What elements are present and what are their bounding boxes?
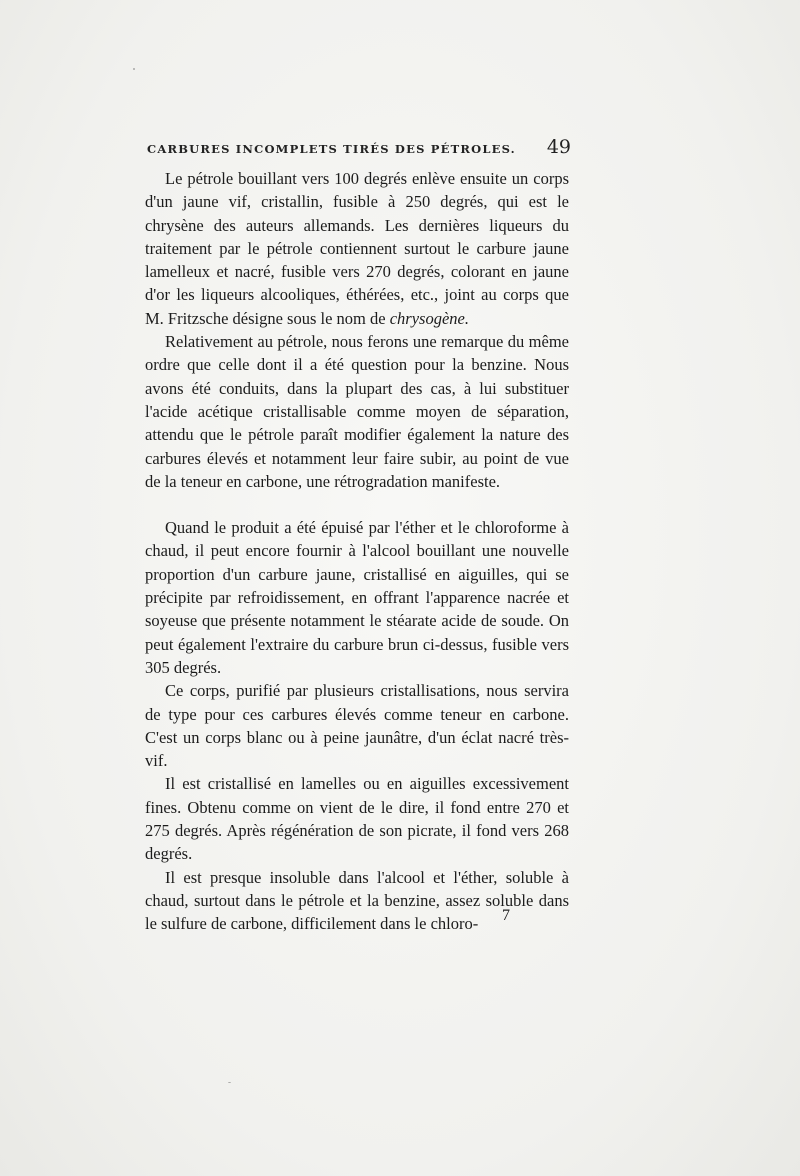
- paragraph-1-italic-term: chrysogène.: [389, 308, 469, 328]
- paper-speck: [228, 1082, 231, 1083]
- page-number: 49: [546, 136, 571, 158]
- paragraph-6: Il est presque insoluble dans l'alcool et l'éther, soluble à chaud, surtout dans le pétrole et la benzine, assez soluble dans le sulfure de carbone, difficilement dans le chloro-: [145, 867, 569, 934]
- paragraph-2: Relativement au pétrole, nous ferons une remarque du même ordre que celle dont il a été question pour la benzine. Nous avons été conduits, dans la plupart des cas, à lui substituer l'acide acétique cristallisable comme moyen de séparation, attendu que le pétrole paraît modifier également la nature des carbures élevés et notamment leur faire subir, au point de vue de la teneur en carbone, une rétrogradation manifeste.: [145, 332, 569, 491]
- paragraph-3: Quand le produit a été épuisé par l'éther et le chloroforme à chaud, il peut encore fournir à l'alcool bouillant une nouvelle proportion d'un carbure jaune, cristallisé en aiguilles, qui se précipite par refroidissement, en offrant l'apparence nacrée et soyeuse que présente notamment le stéarate acide de soude. On peut également l'extraire du carbure brun ci-dessus, fusible vers 305 degrés.: [145, 518, 569, 677]
- running-title: CARBURES INCOMPLETS TIRÉS DES PÉTROLES.: [147, 142, 516, 156]
- paragraph-1-text: Le pétrole bouillant vers 100 degrés enlève ensuite un corps d'un jaune vif, cristallin, fusible à 250 degrés, qui est le chrysène des auteurs allemands. Les dernières liqueurs du traitement par le pétrole contiennent surtout le carbure jaune lamelleux et nacré, fusible vers 270 degrés, colorant en jaune d'or les liqueurs alcooliques, éthérées, etc., joint au corps que M. Fritzsche désigne sous le nom de: [145, 169, 569, 328]
- running-header: [147, 136, 573, 166]
- paragraph-4: Ce corps, purifié par plusieurs cristallisations, nous servira de type pour ces carbures élevés comme teneur en carbone. C'est un corps blanc ou à peine jaunâtre, d'un éclat nacré très-vif.: [145, 681, 569, 771]
- paragraph-1: [145, 167, 569, 330]
- paper-speck: [133, 68, 135, 70]
- paragraph-5: Il est cristallisé en lamelles ou en aiguilles excessivement fines. Obtenu comme on vient de le dire, il fond entre 270 et 275 degrés. Après régénération de son picrate, il fond vers 268 degrés.: [145, 774, 569, 864]
- signature-mark: 7: [502, 907, 510, 924]
- body-text: [145, 167, 569, 936]
